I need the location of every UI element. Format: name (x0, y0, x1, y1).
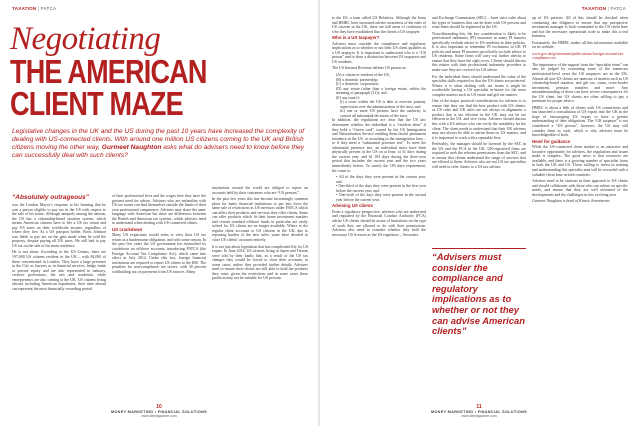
article-column-5 (432, 16, 526, 172)
list-subitem: (ii) one or more US persons have the authority to control all substantial decisions of the trust. (340, 109, 426, 118)
section-header: TAXATION | FATCA (581, 6, 626, 11)
paragraph: The US Internal Revenue defines US person as: (332, 66, 407, 71)
publication-name: MONEY MARKETING • FINANCIAL SOLUTIONS (430, 410, 528, 414)
article-column-4 (332, 16, 426, 239)
article-column-1 (12, 194, 106, 293)
section-label: TAXATION (581, 6, 607, 11)
paragraph: He is not alone. According to the US Census, there are 197,000 US citizens resident in the UK – with 84,000 of these concentrated in London. They have a large presence in the City as lawyers or in financial services, hedge funds or private equity and are also represented in industry, creative professions, the arts and academia, while entrepreneurs are also coming to the UK. US citizens living abroad, including American expatriates, their time abroad can represent the most financially rewarding period (12, 250, 106, 291)
headline-line-3: CLIENT MAZE (10, 85, 183, 122)
article-column-2 (112, 194, 206, 276)
right-page (320, 0, 638, 426)
paragraph: up of US persons. All of this should be checked when conducting due diligence to ensure that any prospective investment manager is both committed to the US client base and has the necessary operational scale to make this a real business. (532, 16, 628, 39)
paragraph: Advisers need to be cautious in their approach to US clients and should collaborate with those who can advise on specific needs, and ensure that they are well informed of the developments and the challenges in this evolving area. (532, 179, 628, 197)
paragraph: For the individual firms should understand the value of the specialist skills required so that the US clients are protected. Where it is often dealing with tax issues it might be worthwhile having a US specialist in-house for the more complex matters such as US estate and gift tax matters. (432, 74, 526, 97)
list-item: (D) any estate (other than a foreign estate, within the meaning of paragraph (31)); and (336, 86, 426, 96)
bullet-item: • One-third of the days they were present in the first year before the current year, and (336, 184, 426, 193)
headline (10, 22, 310, 120)
paragraph: to the US, a term called US Relatives. Although the firms and HMRC have increased adviser awareness of the rules of US citizens in the UK, there are still areas of confusion of who they have established that the clients a US taxpayer. (332, 16, 426, 34)
paragraph: Many US expatriates would seem to view their US tax return as a burdensome obligation, and with some reason. In the past few years the US government has intensified its crackdown on offshore accounts, introducing FATCA (the Foreign Account Tax Compliance Act), which came into effect in July 2014. Under this law, foreign financial institutions are required to report US clients to the IRS. The penalties for non-compliance are severe, with 30 percent withholding tax on payments from US sources. Many (112, 233, 206, 274)
paragraph: In addition, the regulations are clear that the US law determines whether the individual is a “resident alien” if they hold a “Green card”, issued by the US Immigration and Naturalisation Service entitling them lawful permanent residence in the US, or according to the immigration laws – or if they meet a “substantial presence test”. To meet the substantial presence test, an individual must have been physically present in the US on at least: a) 31 days during the current year, and b) 183 days during the three-year period that includes the current year and the two years immediately before. To satisfy the 183 days requirement, the count is: (332, 118, 426, 173)
publication-url: www.ifamagazine.com (141, 414, 177, 418)
section-header: TAXATION | FATCA (12, 6, 57, 11)
headline-line-1: Negotiating (10, 21, 161, 57)
list-item: (C) a domestic corporation; (336, 82, 379, 87)
left-page (0, 0, 318, 426)
paragraph: Preferably, the manager should be licensed by the SEC in the US and the FCA in the UK. UK-registered firms are required to seek the relevant permissions from the SEC, and to ensure that clients understand the range of services that are offered to them. Advisers who are not US tax specialists will need to refer clients to a US tax adviser. (432, 142, 526, 169)
list-item: (B) a domestic partnership; (336, 77, 379, 82)
paragraph: of their professional lives and the wages here they have the greatest need for advice. Advisers who are unfamiliar with US tax issues can find themselves outside the limits of their own professional competence. Advisers may share the same language with American but there are differences between the British and American tax systems, which advisers need to understand when dealing with US-connected clients. (112, 194, 206, 226)
list-item: (A) a citizen or resident of the US; (336, 73, 390, 78)
author-bio: Gurmeet Naughton is head of Kinetic Investments (532, 199, 610, 204)
page-number: 11 (476, 404, 482, 410)
paragraph: One of the major practical considerations for advisers is to ensure that they can find the best product with US clients: as US rules and UK rules are not always in alignment, a product that is tax efficient in the UK may not be tax efficient in the US, and vice versa. Advisers should discuss this with a US adviser who can verify the suitability for the client. The client needs to understand that their UK advisers may not always be able to advise them on US matters, and it is important to work with a reputable firm. (432, 99, 526, 140)
article-column-6 (532, 16, 628, 206)
paragraph: Advisers must consider the compliance and regulatory implications as to whether or not their US client qualifies as a US taxpayer. It is important to understand who is a “US person” and to draw a distinction between US taxpayers and US residents. (332, 41, 426, 64)
publication-url: www.ifamagazine.com (461, 414, 497, 418)
section-label: TAXATION (12, 6, 37, 11)
list-item: (E) any trust if: (336, 95, 360, 100)
paragraph: The importance of the support from the “specialist team” can also be judged by examining some of the numerous professional-level cases the US taxpayers are in the UK. Almost all non-US clients are unaware of matters such as US citizenship-based taxation, and gift tax, trusts, cross-border investment, pension transfers and more. Any misunderstanding of these can have severe consequences for the US client, but US clients are often willing to pay a premium for proper advice. (532, 62, 628, 104)
paragraph: institutions around the world are obliged to report on accounts held by their customers who are “US persons”. (212, 186, 308, 195)
paragraph: It is not just about legislation that has complicated life for US expats. In June 2014, US citizens living in Japan and Taiwan were told by their banks that, as a result of the US tax changes they would be forced to close their accounts, in some cases, unless they provided further details. Advisers need to ensure their clients are still able to hold the products they want, given the restrictions and in some cases these products may not be suitable for US persons. (212, 244, 308, 281)
paragraph: and Exchange Commission (SEC) – have strict rules about the types of business that can be done with US persons and what firms should be registered in the US. (432, 16, 526, 30)
subheading: Who is a US taxpayer? (332, 35, 380, 41)
paragraph: In the past few years this has become increasingly common place for many financial institutions to put into force the same sale of restrictions as US investors under FATCA which can affect their products and services they offer clients. Some can offer products which fit their home investment markets and certain standard offshore funds in particular are easily solved for US clients are no longer available. Where to the regular client accounts to US citizens in the UK, due to reporting burden of the new rules, some have decided to close US clients’ accounts entirely. (212, 197, 308, 243)
article-column-3 (212, 186, 308, 283)
hmrc-link[interactable]: www.gov.uk/government/publications/foreign-account-tax-compliance-act (532, 51, 625, 61)
paragraph: While the US-connected client market is an attractive and lucrative opportunity for advisers, the regulations and issues make it complex. The good news is that resources are available, and there is a growing number of specialist firms in both the UK and US. Those willing to invest in training and understanding this specialist area will be rewarded with a valuable client base in both countries. (532, 145, 628, 177)
standfirst: Legislative changes in the UK and the US during the past 10 years have increased the complexity of dealing with US-connected clients. With around one million US citizens coming to the UK and British citizens moving the other way, Gurmeet Naughton asks what do advisers need to know before they can successfully deal with such clients? (12, 128, 305, 159)
lead-phrase: “Absolutely outrageous” (12, 194, 89, 201)
publication-name: MONEY MARKETING • FINANCIAL SOLUTIONS (110, 410, 208, 414)
pullquote-rule (432, 248, 526, 249)
paragraph: From a regulatory perspective, advisers who are authorised and regulated by the Financial Conduct Authority (FCA) advise US clients should be aware of limitations on the type of work they are allowed to do with their permissions. Advisers also need to consider whether they hold the necessary US licences as the US regulators – Securities (332, 209, 426, 237)
paragraph: HMRC is about a fifth of clients with US connections and has launched a consultation of US expats into the UK in the hope of encouraging US expats to have a greater understanding of their obligations. The “UK taxpayer” is not considered a “US person”, however, the US may still consider them as such, which is why advisers must be knowledgeable of both. (532, 105, 628, 138)
pullquote: “Advisers must consider the compliance and regulatory implications as to whether or not they can advise American clients” (432, 251, 525, 337)
author-name: Gurmeet Naughton (101, 144, 162, 151)
page-number: 10 (156, 404, 162, 410)
subheading: US crackdown (112, 226, 143, 232)
subsection-label: FATCA (40, 6, 57, 11)
subheading: Need for guidance (532, 138, 571, 144)
paragraph: was the London Mayor’s response to his learning that he was a person eligible to pay tax in the US with respect to the sale of his home. Although uniquely among the nations, the US has a citizenship-based taxation system, which means American citizens have to file a US tax return and pay US taxes on their worldwide income, regardless of where they live. As a US passport holder, Boris Johnson was liable to pay tax on the gain made when he sold the property, despite paying all UK taxes. He still had to pay US tax on the sale of his main residence. (12, 203, 106, 248)
paragraph: Notwithstanding this, the key consideration is likely to be professional indemnity (PI) insurance as many PI insurers specifically exclude advice to US residents in their policies. It is also important to remember PI exclusions in UK PI policies and many PI insurers specifically exclude advice to US residents. Some firms will carry out further checks to ensure that they have the right cover. Clients should discuss this matter with their professional indemnity providers to make sure they are covered for US advice. (432, 31, 526, 73)
page-footer (0, 404, 318, 418)
subheading: Advising US clients (332, 203, 373, 209)
list-subitem: (i) a court within the US is able to exercise primary supervision over the administration of the trust, and (340, 100, 426, 109)
paragraph: Fortunately, the HMRC makes all this information available on its website: (532, 40, 628, 50)
subsection-label: FATCA (610, 6, 626, 11)
bullet-item: • All of the days they were present in the current year, and (336, 175, 426, 184)
headline-line-2: THE AMERICAN (10, 53, 207, 90)
page-footer (320, 404, 638, 418)
bullet-item: • One-sixth of the days they were present in the second year before the current year. (336, 193, 426, 202)
